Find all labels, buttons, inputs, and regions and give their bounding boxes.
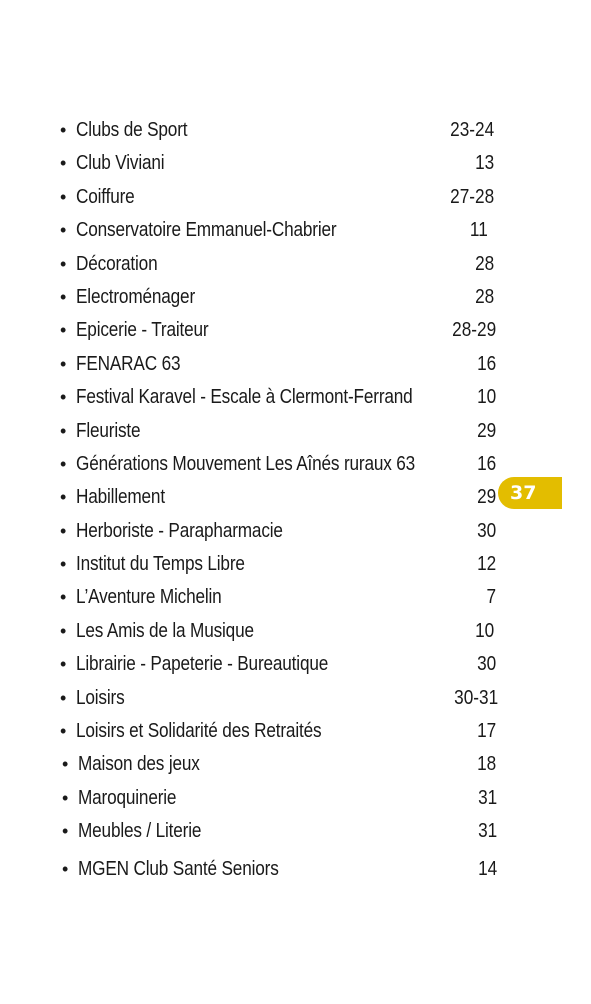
entry-label: Epicerie - Traiteur xyxy=(76,319,209,342)
list-item xyxy=(60,682,500,715)
entry-pages: 30 xyxy=(476,653,496,676)
list-item xyxy=(60,314,500,347)
entry-pages: 29 xyxy=(476,419,496,442)
list-item xyxy=(60,415,500,448)
list-item xyxy=(60,581,500,614)
entry-label: L’Aventure Michelin xyxy=(76,586,222,609)
entry-label: Club Viviani xyxy=(76,152,165,175)
list-item xyxy=(60,281,500,314)
list-item xyxy=(60,248,500,281)
entry-pages: 16 xyxy=(476,452,496,475)
list-item xyxy=(60,548,500,581)
bullet-icon: • xyxy=(60,286,67,307)
index-list xyxy=(60,114,500,886)
list-item xyxy=(60,515,500,548)
bullet-icon: • xyxy=(60,721,67,742)
entry-label: Coiffure xyxy=(76,185,135,208)
entry-pages: 10 xyxy=(476,386,496,409)
entry-label: Herboriste - Parapharmacie xyxy=(76,519,283,542)
list-item xyxy=(60,481,500,514)
entry-pages: 28 xyxy=(474,285,494,308)
list-item xyxy=(60,181,500,214)
entry-pages: 12 xyxy=(476,553,496,576)
entry-pages: 28 xyxy=(474,252,494,275)
list-item xyxy=(60,715,500,748)
entry-label: MGEN Club Santé Seniors xyxy=(78,857,279,880)
list-item xyxy=(60,748,500,781)
bullet-icon: • xyxy=(60,320,67,341)
entry-label: Librairie - Papeterie - Bureautique xyxy=(76,653,329,676)
list-item xyxy=(60,853,500,886)
list-item xyxy=(60,114,500,147)
entry-label: Loisirs et Solidarité des Retraités xyxy=(76,720,322,743)
entry-pages: 28-29 xyxy=(452,319,496,342)
entry-label: Institut du Temps Libre xyxy=(76,553,245,576)
bullet-icon: • xyxy=(62,754,69,775)
entry-label: Habillement xyxy=(76,486,165,509)
entry-pages: 10 xyxy=(474,619,494,642)
entry-label: Les Amis de la Musique xyxy=(76,619,254,642)
entry-pages: 16 xyxy=(476,352,496,375)
entry-label: FENARAC 63 xyxy=(76,352,181,375)
entry-label: Maison des jeux xyxy=(78,753,200,776)
entry-label: Clubs de Sport xyxy=(76,119,188,141)
bullet-icon: • xyxy=(60,420,67,441)
list-item xyxy=(60,815,500,848)
list-item xyxy=(60,214,500,247)
bullet-icon: • xyxy=(60,620,67,641)
entry-label: Générations Mouvement Les Aînés ruraux 63 xyxy=(76,452,416,475)
entry-label: Meubles / Literie xyxy=(78,820,202,843)
bullet-icon: • xyxy=(60,387,67,408)
bullet-icon: • xyxy=(62,858,69,879)
entry-pages: 23-24 xyxy=(450,119,494,141)
list-item xyxy=(60,348,500,381)
page-number: 37 xyxy=(510,482,537,504)
bullet-icon: • xyxy=(60,654,67,675)
entry-pages: 18 xyxy=(476,753,496,776)
entry-pages: 30-31 xyxy=(454,686,498,709)
entry-pages: 31 xyxy=(477,820,497,843)
entry-label: Conservatoire Emmanuel-Chabrier xyxy=(76,219,337,242)
entry-label: Loisirs xyxy=(76,686,125,709)
entry-label: Electroménager xyxy=(76,285,196,308)
bullet-icon: • xyxy=(60,520,67,541)
entry-pages: 13 xyxy=(474,152,494,175)
bullet-icon: • xyxy=(60,687,67,708)
bullet-icon: • xyxy=(62,787,69,808)
entry-pages: 29 xyxy=(476,486,496,509)
list-item xyxy=(60,648,500,681)
list-item xyxy=(60,615,500,648)
list-item xyxy=(60,147,500,180)
entry-pages: 11 xyxy=(470,219,488,242)
bullet-icon: • xyxy=(60,186,67,207)
bullet-icon: • xyxy=(60,220,67,241)
list-item xyxy=(60,381,500,414)
entry-label: Festival Karavel - Escale à Clermont-Ferrand xyxy=(76,386,413,409)
page-number-tab xyxy=(498,477,562,509)
entry-pages: 17 xyxy=(476,720,496,743)
bullet-icon: • xyxy=(60,587,67,608)
bullet-icon: • xyxy=(62,821,69,842)
entry-pages: 30 xyxy=(476,519,496,542)
list-item xyxy=(60,782,500,815)
bullet-icon: • xyxy=(60,120,67,140)
entry-pages: 31 xyxy=(477,786,497,809)
bullet-icon: • xyxy=(60,554,67,575)
entry-pages: 14 xyxy=(477,857,497,880)
bullet-icon: • xyxy=(60,253,67,274)
bullet-icon: • xyxy=(60,487,67,508)
entry-label: Décoration xyxy=(76,252,158,275)
entry-pages: 27-28 xyxy=(450,185,494,208)
list-item xyxy=(60,448,500,481)
bullet-icon: • xyxy=(60,353,67,374)
entry-label: Fleuriste xyxy=(76,419,141,442)
bullet-icon: • xyxy=(60,453,67,474)
bullet-icon: • xyxy=(60,153,67,174)
entry-label: Maroquinerie xyxy=(78,786,177,809)
entry-pages: 7 xyxy=(486,586,496,609)
